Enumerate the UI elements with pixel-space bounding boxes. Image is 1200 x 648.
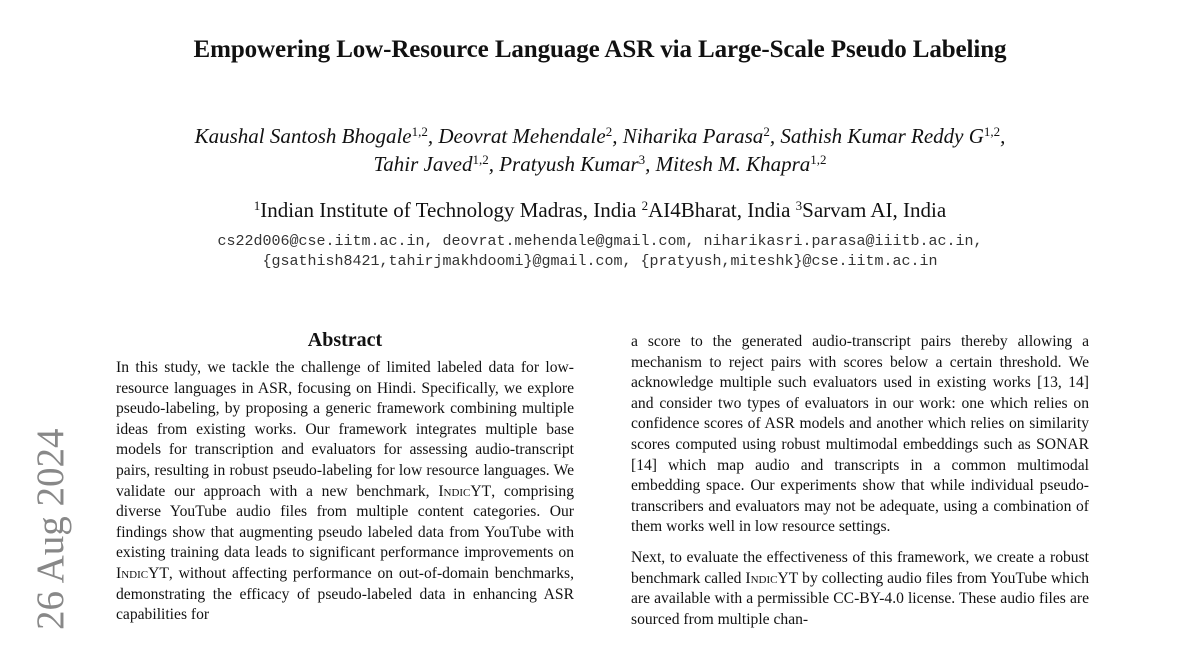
- right-column: [631, 332, 1089, 640]
- email-line-2: {gsathish8421,tahirjmakhdoomi}@gmail.com, {pratyush,miteshk}@cse.iitm.ac.in: [262, 253, 938, 270]
- benchmark-name: IndicYT: [438, 482, 492, 500]
- body-text: Next, to evaluate the effectiveness of this framework, we create a robust benchmark called: [631, 548, 1089, 587]
- paper-title: Empowering Low-Resource Language ASR via Large-Scale Pseudo Labeling: [193, 36, 1007, 63]
- body-paragraph: a score to the generated audio-transcript pairs thereby allowing a mechanism to reject pairs with scores below a certain threshold. We acknowledge multiple such evaluators used in existing works [13, 14] and consider two types of evaluators in our work: one which relies on confidence scores of ASR models and another which relies on similarity scores computed using robust multimodal embeddings such as SONAR [14] which map audio and transcripts in a common multimodal embedding space. Our experiments show that while individual pseudo-transcribers and evaluators may not be adequate, using a combination of them works well in low resource settings.: [631, 333, 1089, 536]
- benchmark-name: IndicYT: [745, 569, 799, 587]
- abstract-heading: Abstract: [307, 329, 383, 351]
- abstract-text: , without affecting performance on out-of-domain benchmarks, demonstrating the efficacy of pseudo-labeled data in enhancing ASR capabilities for: [116, 564, 574, 624]
- benchmark-name: IndicYT: [116, 564, 169, 582]
- author-separator: ,: [769, 124, 781, 148]
- author-separator: ,: [612, 124, 623, 148]
- author-affiliation-marker: 1,2: [411, 124, 428, 139]
- author-separator: ,: [488, 152, 500, 176]
- author-affiliation-marker: 1,2: [983, 124, 1001, 139]
- arxiv-side-date: 26 Aug 2024: [29, 428, 72, 630]
- abstract-text: , comprising diverse YouTube audio files from multiple content categories. Our findings show that augmenting pseudo labeled data from YouTube with existing training data leads to significant performance improvements on: [116, 482, 574, 562]
- author-name: Niharika Parasa: [622, 124, 764, 148]
- affiliation-text: Indian Institute of Technology Madras, India: [260, 198, 642, 222]
- author-name: Pratyush Kumar: [499, 152, 639, 176]
- author-list: [80, 122, 1120, 178]
- author-name: Kaushal Santosh Bhogale: [194, 124, 412, 148]
- body-paragraph: [631, 548, 1089, 630]
- author-affiliation-marker: 1,2: [810, 152, 827, 167]
- author-affiliation-marker: 3: [638, 152, 646, 167]
- author-affiliation-marker: 1,2: [472, 152, 489, 167]
- author-line-2: [80, 150, 1120, 178]
- abstract-paragraph: [116, 358, 574, 626]
- affiliation-marker: 1: [253, 198, 261, 213]
- author-affiliation-marker: 2: [605, 124, 613, 139]
- author-name: Mitesh M. Khapra: [655, 152, 811, 176]
- affiliation-marker: 3: [795, 198, 803, 213]
- affiliations: [0, 198, 1200, 223]
- author-separator: ,: [1000, 124, 1006, 148]
- affiliation-text: AI4Bharat, India: [648, 198, 796, 222]
- affiliation-text: Sarvam AI, India: [802, 198, 947, 222]
- affiliation-marker: 2: [641, 198, 649, 213]
- author-line-1: [80, 122, 1120, 150]
- email-line-1: cs22d006@cse.iitm.ac.in, deovrat.mehendale@gmail.com, niharikasri.parasa@iiitb.ac.in,: [217, 233, 983, 250]
- author-emails: [0, 232, 1200, 272]
- author-separator: ,: [427, 124, 439, 148]
- body-text: by collecting audio files from YouTube which are available with a permissible CC-BY-4.0 license. These audio files are sourced from multiple chan-: [631, 569, 1089, 628]
- author-name: Deovrat Mehendale: [438, 124, 606, 148]
- author-name: Sathish Kumar Reddy G: [780, 124, 984, 148]
- left-column: [116, 328, 574, 636]
- abstract-text: In this study, we tackle the challenge of limited labeled data for low-resource languages in ASR, focusing on Hindi. Specifically, we explore pseudo-labeling, by proposing a generic framework combining multiple ideas from existing works. Our framework integrates multiple base models for transcription and evaluators for assessing audio-transcript pairs, resulting in robust pseudo-labeling for low resource languages. We validate our approach with a new benchmark,: [116, 359, 574, 500]
- author-affiliation-marker: 2: [763, 124, 770, 139]
- author-separator: ,: [645, 152, 656, 176]
- author-name: Tahir Javed: [373, 152, 473, 176]
